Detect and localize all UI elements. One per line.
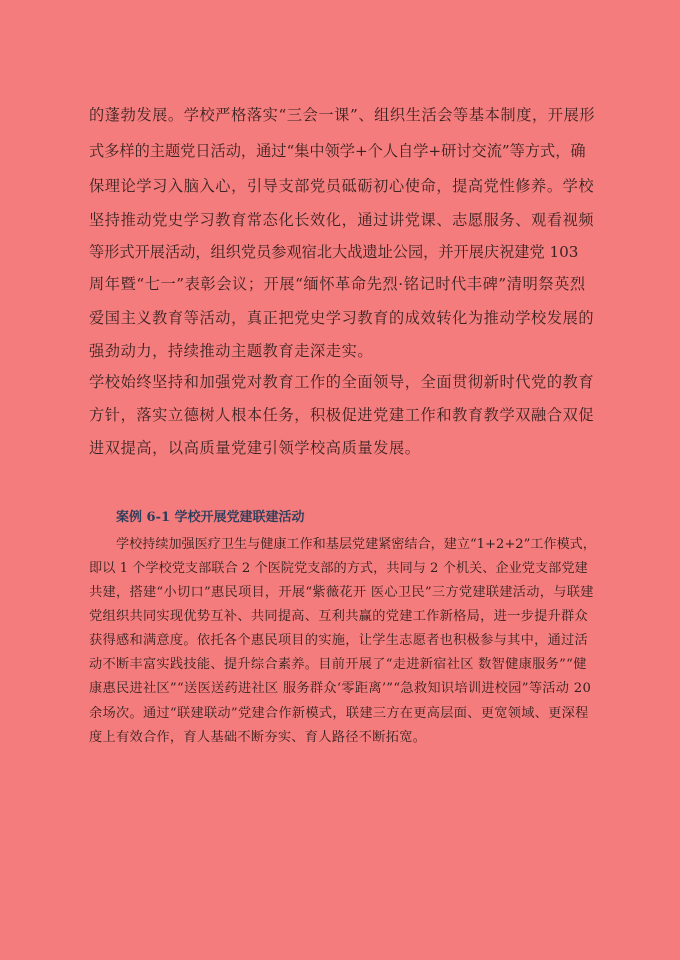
- body-text-line: 爱国主义教育等活动，真正把党史学习教育的成效转化为推动学校发展的: [89, 309, 595, 327]
- case-text-line: 度上有效合作，育人基础不断夯实、育人路径不断拓宽。: [89, 730, 427, 745]
- body-text-line: 式多样的主题党日活动，通过“集中领学+个人自学+研讨交流”等方式，确: [89, 142, 586, 160]
- body-text-line: 坚持推动党史学习教育常态化长效化，通过讲党课、志愿服务、观看视频: [89, 211, 595, 229]
- case-text-line: 康惠民进社区”“送医送药进社区 服务群众‘零距离’”“急救知识培训进校园”等活动 20: [89, 681, 592, 696]
- case-text-line: 学校持续加强医疗卫生与健康工作和基层党建紧密结合，建立“1+2+2”工作模式，: [116, 537, 596, 552]
- case-text-line: 党组织共同实现优势互补、共同提高、互利共赢的党建工作新格局，进一步提升群众: [89, 609, 589, 624]
- body-text-line: 的蓬勃发展。学校严格落实“三会一课”、组织生活会等基本制度，开展形: [89, 106, 596, 124]
- case-text-line: 获得感和满意度。依托各个惠民项目的实施，让学生志愿者也积极参与其中，通过活: [89, 633, 589, 648]
- case-text-line: 共建，搭建“小切口”惠民项目，开展“紫薇花开 医心卫民”三方党建联建活动，与联建: [89, 585, 594, 600]
- case-text-line: 即以 1 个学校党支部联合 2 个医院党支部的方式，共同与 2 个机关、企业党支部党建: [89, 561, 588, 576]
- case-title: 案例 6-1 学校开展党建联建活动: [116, 510, 305, 525]
- body-text-line: 等形式开展活动，组织党员参观宿北大战遗址公园，并开展庆祝建党 103: [89, 243, 579, 261]
- body-text-line: 保理论学习入脑入心，引导支部党员砥砺初心使命，提高党性修养。学校: [89, 177, 595, 195]
- body-text-line: 学校始终坚持和加强党对教育工作的全面领导，全面贯彻新时代党的教育: [89, 373, 595, 391]
- body-text-line: 方针，落实立德树人根本任务，积极促进党建工作和教育教学双融合双促: [89, 406, 595, 424]
- case-text-line: 余场次。通过“联建联动”党建合作新模式，联建三方在更高层面、更宽领域、更深程: [89, 706, 589, 721]
- body-text-line: 周年暨“七一”表彰会议；开展“缅怀革命先烈·铭记时代丰碑”清明祭英烈: [89, 275, 586, 293]
- body-text-line: 进双提高，以高质量党建引领学校高质量发展。: [89, 439, 421, 457]
- body-text-line: 强劲动力，持续推动主题教育走深走实。: [89, 342, 374, 360]
- case-text-line: 动不断丰富实践技能、提升综合素养。目前开展了“走进新宿社区 数智健康服务”“健: [89, 657, 587, 672]
